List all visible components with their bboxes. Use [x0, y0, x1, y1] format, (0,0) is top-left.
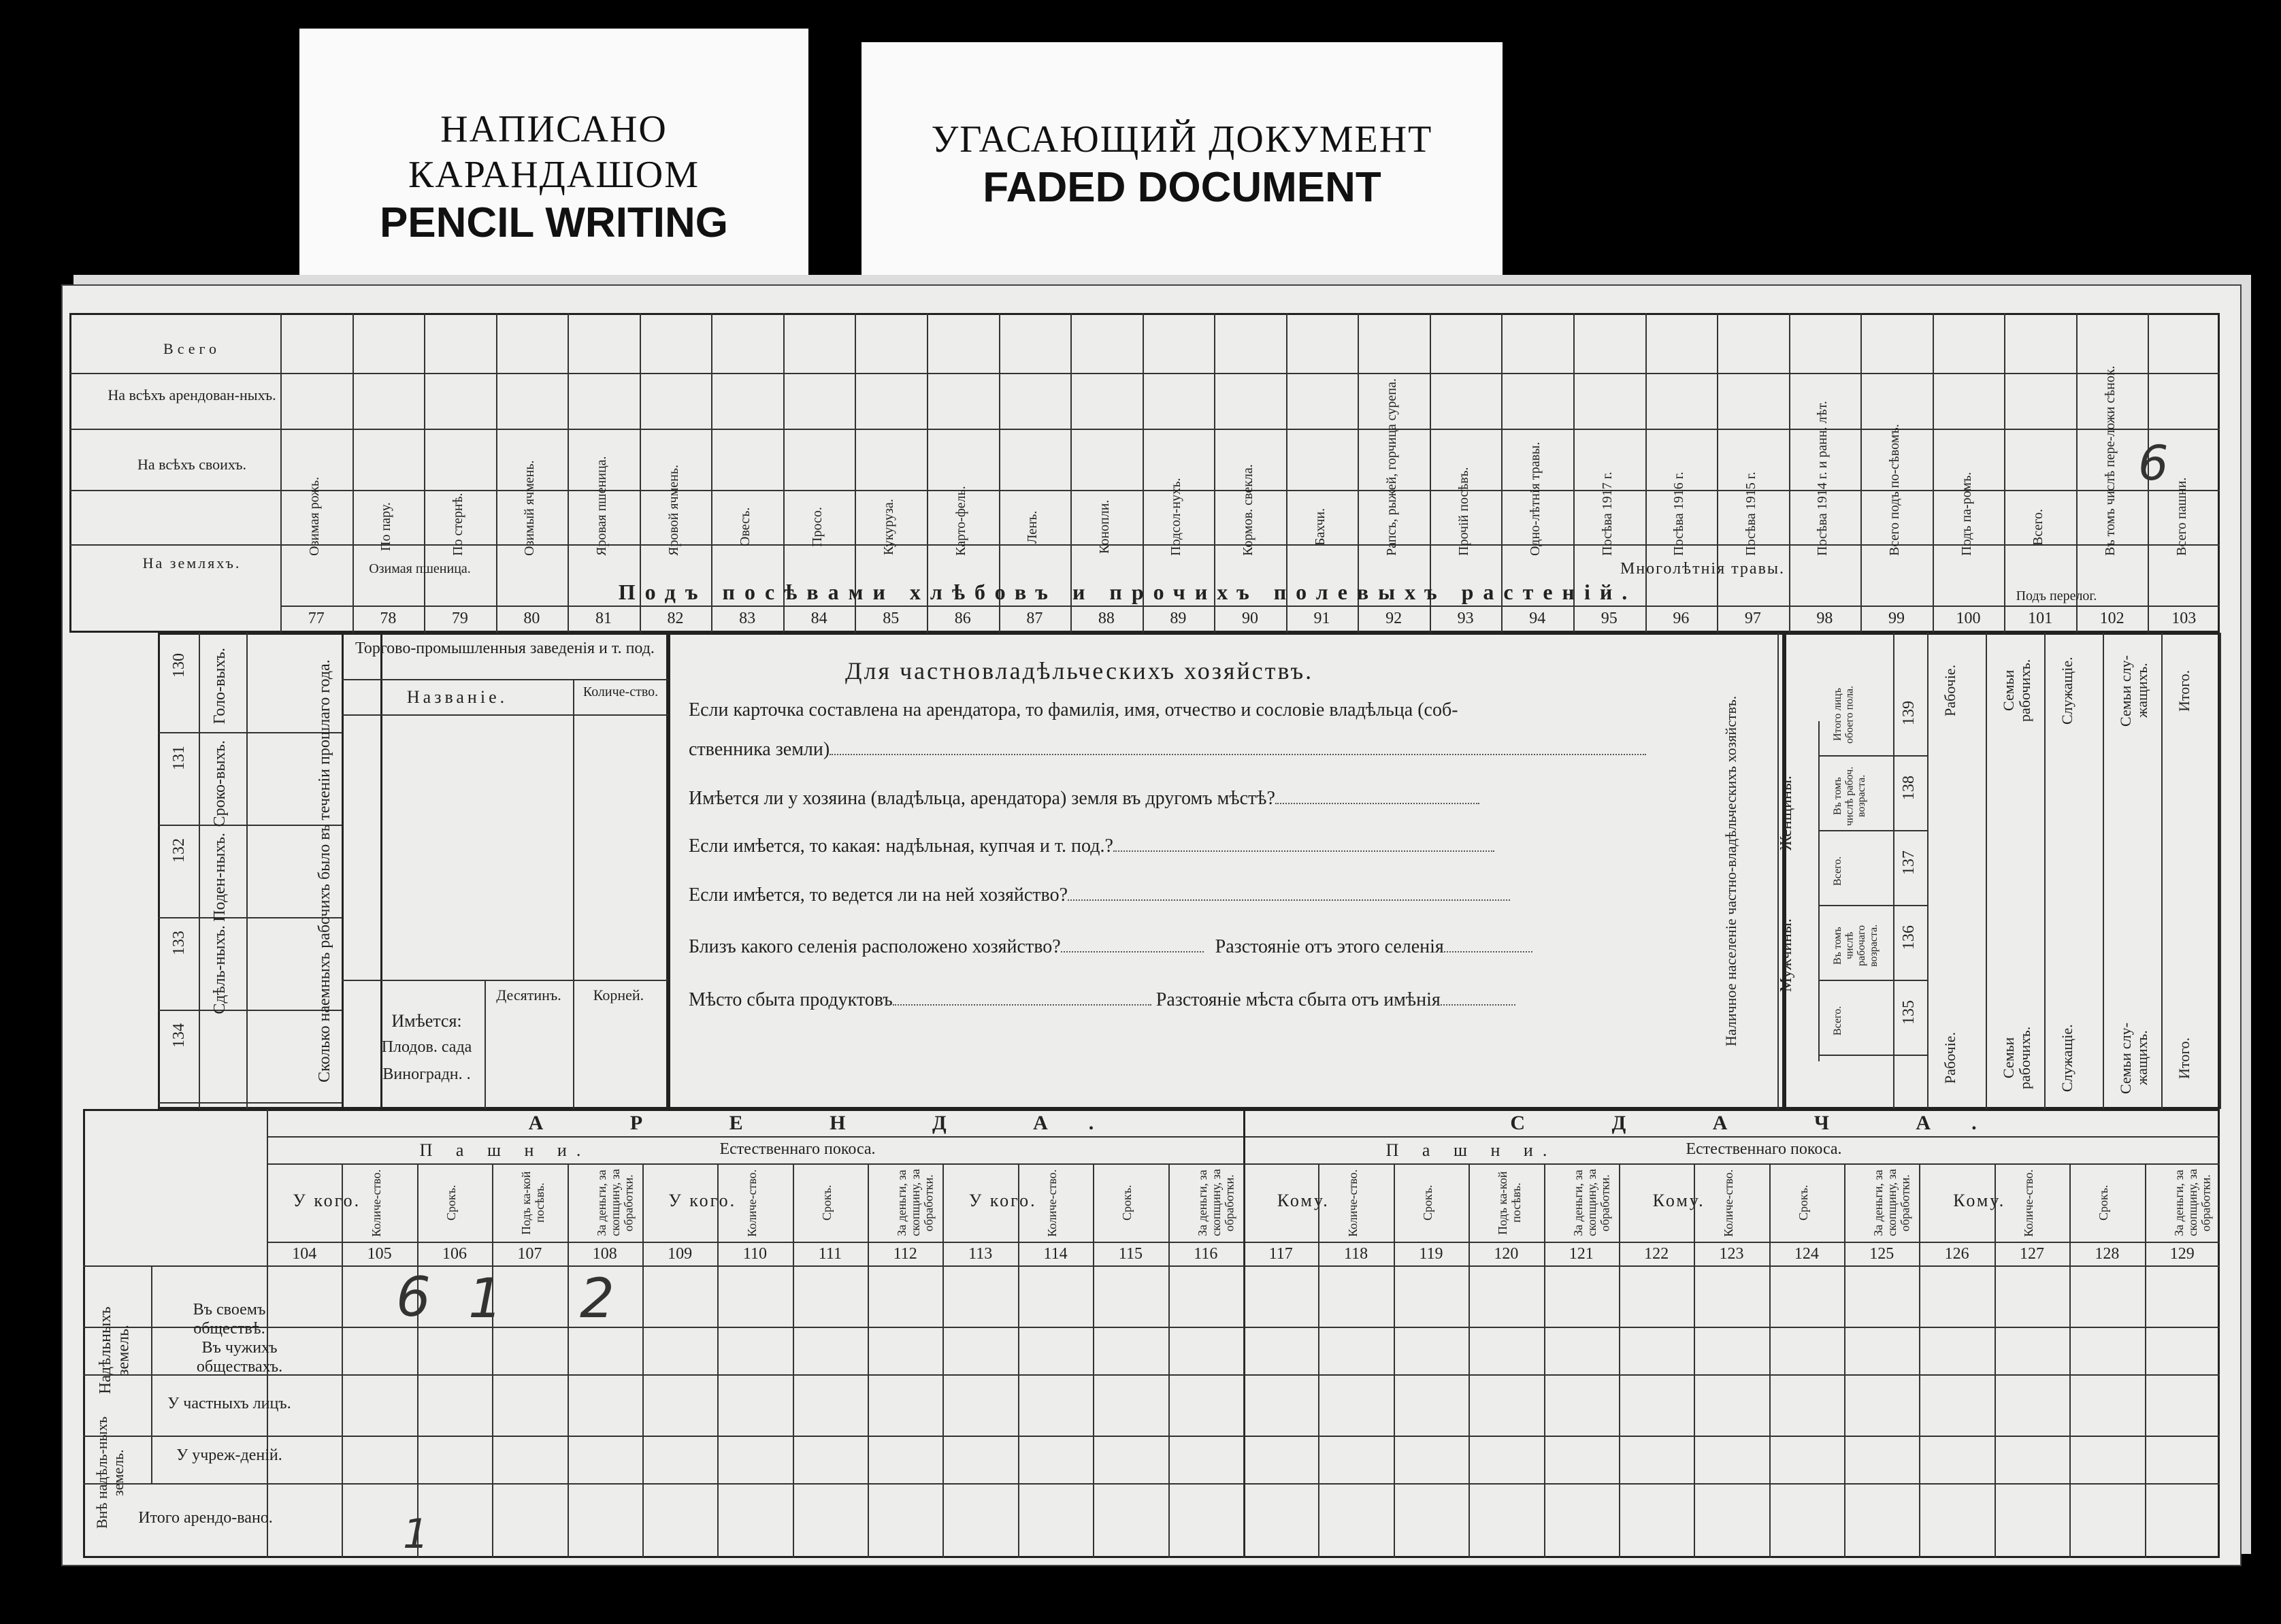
- bottom-col-line: [1619, 1163, 1620, 1558]
- top-col-num: 80: [523, 610, 540, 627]
- bottom-col-num: 108: [592, 1245, 617, 1263]
- bottom-col-line: [793, 1163, 794, 1558]
- trade-name-header: Названіе.: [406, 687, 508, 707]
- top-col-label: Конопли.: [1096, 499, 1112, 554]
- top-col-num: 98: [1816, 610, 1833, 627]
- top-col-label: Посѣва 1915 г.: [1743, 471, 1758, 556]
- form-q2: Имѣется ли у хозяина (владѣльца, арендатора) земля въ другомъ мѣстѣ?: [689, 788, 1479, 810]
- bottom-col-num: 123: [1719, 1245, 1744, 1263]
- bottom-col-line: [342, 1163, 343, 1558]
- bottom-col-line: [492, 1163, 493, 1558]
- top-col-num: 81: [595, 610, 612, 627]
- arenda-estestv: Естественнаго покоса.: [719, 1140, 876, 1158]
- pencil-en: PENCIL WRITING: [379, 199, 729, 247]
- pop-col-num: 138: [1900, 776, 1918, 800]
- bottom-col-line: [1694, 1163, 1695, 1558]
- trade-h2: [342, 714, 668, 716]
- bottom-col-label: У кого.: [293, 1191, 361, 1210]
- top-col-num: 101: [2028, 610, 2053, 627]
- top-col-label: По стернѣ.: [450, 493, 465, 556]
- pencil-ru-1: НАПИСАНО: [440, 108, 668, 150]
- top-col-num: 78: [380, 610, 397, 627]
- bottom-col-num: 112: [893, 1245, 917, 1263]
- pop-row-line: [1818, 980, 1927, 981]
- trade-h3: [342, 980, 668, 981]
- row-label-lands: На земляхъ.: [142, 554, 242, 571]
- top-col-num: 96: [1673, 610, 1690, 627]
- pop-divider: [1927, 633, 1929, 1109]
- trade-h1: [342, 679, 668, 680]
- faded-document-label: [861, 42, 1503, 287]
- bottom-col-line: [1544, 1163, 1545, 1558]
- top-col-label: По пару.: [378, 502, 394, 552]
- bottom-col-line: [717, 1163, 719, 1558]
- top-col-label: Ленъ.: [1025, 510, 1040, 544]
- bottom-col-label: У кого.: [968, 1191, 1037, 1210]
- staff-col-bottom: Семьи слу-жащихъ.: [2117, 1022, 2151, 1094]
- form-q1b: ственника земли): [689, 739, 1646, 761]
- top-col-label: Всего пашни.: [2174, 477, 2190, 556]
- bottom-col-line: [868, 1163, 869, 1558]
- hired-row-line: [158, 732, 342, 733]
- top-col-num: 85: [883, 610, 900, 627]
- hired-col-label: Сроко-выхъ.: [211, 740, 229, 827]
- bottom-col-num: 128: [2095, 1245, 2120, 1263]
- staff-col-bottom: Семьи рабочихъ.: [2000, 1026, 2034, 1090]
- pop-col-num: 139: [1900, 701, 1918, 725]
- hand-105: 6: [396, 1265, 431, 1329]
- hired-col-num: 132: [170, 838, 188, 863]
- hand-106: 1: [468, 1267, 503, 1330]
- top-col-label: Подъ па-ромъ.: [1958, 471, 1974, 556]
- top-col-label: Яровая пшеница.: [594, 456, 609, 556]
- hired-col-num: 133: [170, 931, 188, 955]
- bottom-col-num: 118: [1344, 1245, 1368, 1263]
- bottom-col-label: Подъ ка-кой посѣвъ.: [519, 1171, 547, 1235]
- hired-row-line: [158, 825, 342, 826]
- pop-divider: [1893, 633, 1894, 1109]
- hired-row-line: [158, 1010, 342, 1011]
- top-col-num: 86: [954, 610, 971, 627]
- faded-ru: УГАСАЮЩИЙ ДОКУМЕНТ: [931, 118, 1433, 161]
- bottom-col-label: За деньги, за скопщину, за обработки.: [594, 1169, 636, 1237]
- bottom-col-line: [1995, 1163, 1996, 1558]
- bottom-col-line: [1093, 1163, 1094, 1558]
- bottom-col-label: Количе-ство.: [744, 1169, 759, 1237]
- arenda-pashni: П а ш н и.: [419, 1140, 591, 1160]
- staff-col-line: [1986, 633, 1987, 1109]
- top-col-num: 89: [1170, 610, 1187, 627]
- top-col-num: 83: [739, 610, 756, 627]
- bottom-col-label: У кого.: [668, 1191, 737, 1210]
- staff-col-bottom: Служащіе.: [2058, 1024, 2075, 1092]
- top-col-num: 93: [1457, 610, 1474, 627]
- pop-row-line: [1818, 1055, 1927, 1056]
- hired-divider: [199, 633, 200, 1109]
- bottom-col-num: 107: [517, 1245, 542, 1263]
- hired-col-label: Голо-выхъ.: [211, 648, 229, 725]
- top-col-num: 102: [2099, 610, 2124, 627]
- trade-title: Торгово-промышленныя заведенія и т. под.: [355, 640, 655, 657]
- women-label: Женщины.: [1777, 776, 1795, 851]
- pencil-writing-label: [299, 29, 808, 288]
- row-other-society: Въ чужихъ обществахъ.: [196, 1339, 283, 1376]
- bottom-col-num: 116: [1194, 1245, 1218, 1263]
- bottom-col-num: 127: [2020, 1245, 2045, 1263]
- pencil-ru-2: КАРАНДАШОМ: [408, 154, 700, 197]
- bottom-col-label: Срокъ.: [1796, 1184, 1810, 1221]
- top-col-num: 94: [1529, 610, 1546, 627]
- nadel-group-label: Надѣльныхъ земель.: [97, 1306, 133, 1395]
- bottom-col-label: Срокъ.: [444, 1184, 458, 1221]
- bottom-col-label: Срокъ.: [1420, 1184, 1434, 1221]
- top-banner-line: [280, 606, 2220, 607]
- row-total-rented: Итого арендо-вано.: [138, 1509, 273, 1527]
- pop-col-label: Всего.: [1832, 856, 1843, 886]
- pop-col-num: 137: [1900, 850, 1918, 875]
- bottom-col-line: [1318, 1163, 1319, 1558]
- top-col-label: Рапсъ, рыжей, горчица сурепа.: [1384, 378, 1400, 556]
- bottom-col-num: 106: [442, 1245, 467, 1263]
- orchard-label: Плодов. сада: [381, 1038, 472, 1056]
- top-col-label: Всего подъ по-сѣвомъ.: [1887, 424, 1902, 556]
- hand-total: 1: [403, 1510, 429, 1558]
- bottom-col-label: За деньги, за скопщину, за обработки.: [1195, 1169, 1236, 1237]
- row-label-rented: На всѣхъ арендован-ныхъ.: [108, 386, 276, 403]
- hired-col-num: 134: [170, 1023, 188, 1048]
- bottom-row-line: [83, 1374, 2220, 1376]
- arenda-title: А Р Е Н Д А.: [528, 1112, 1135, 1134]
- hand-corner: 6: [2138, 435, 2169, 491]
- top-col-label: Посѣва 1917 г.: [1599, 471, 1615, 556]
- hired-col-label: Сдѣль-ныхъ.: [211, 925, 229, 1014]
- bottom-col-num: 113: [968, 1245, 993, 1263]
- row-own-society: Въ своемъ обществѣ.: [193, 1301, 266, 1338]
- top-col-num: 90: [1241, 610, 1258, 627]
- pop-row-line: [1818, 905, 1927, 906]
- bottom-col-line: [1769, 1163, 1771, 1558]
- top-col-label: Прочій посѣвъ.: [1456, 467, 1471, 556]
- top-col-label: Овесъ.: [738, 507, 753, 547]
- men-label: Мужчины.: [1777, 918, 1795, 993]
- top-col-label: Посѣва 1916 г.: [1671, 471, 1687, 556]
- pop-row-line: [1818, 830, 1927, 831]
- pop-col-num: 135: [1900, 1000, 1918, 1025]
- vineyard-label: Виноградн. .: [382, 1065, 471, 1083]
- top-col-num: 95: [1601, 610, 1618, 627]
- top-col-label: Озимая рожь.: [306, 476, 322, 556]
- staff-col-top: Итого.: [2176, 669, 2193, 712]
- top-col-label: Посѣва 1914 г. и ранн. лѣт.: [1815, 401, 1831, 556]
- pop-col-label: Въ томъ числѣ рабоч. возраста.: [1832, 766, 1868, 826]
- top-col-num: 88: [1098, 610, 1115, 627]
- bottom-col-label: За деньги, за скопщину, за обработки.: [895, 1169, 936, 1237]
- top-col-label: Просо.: [809, 507, 825, 547]
- sdacha-pashni: П а ш н и.: [1385, 1140, 1557, 1160]
- staff-col-top: Семьи рабочихъ.: [2000, 659, 2034, 723]
- group-mnogolet: Многолѣтнія травы.: [1620, 560, 1786, 578]
- pop-col-num: 136: [1900, 925, 1918, 950]
- bottom-col-line: [1168, 1163, 1170, 1558]
- top-col-label: Карто-фель.: [953, 486, 968, 556]
- bottom-col-label: Кому.: [1652, 1191, 1705, 1210]
- bottom-col-line: [1018, 1163, 1019, 1558]
- row-institutions: У учреж-деній.: [176, 1446, 282, 1464]
- bottom-col-num: 111: [818, 1245, 842, 1263]
- top-col-label: Всего.: [2031, 508, 2046, 546]
- census-card: [61, 284, 2242, 1566]
- staff-col-bottom: Рабочіе.: [1941, 1031, 1958, 1084]
- row-label-own: На всѣхъ своихъ.: [137, 456, 246, 473]
- staff-col-line: [2161, 633, 2163, 1109]
- top-col-label: Кукуруза.: [881, 499, 897, 555]
- top-col-num: 100: [1956, 610, 1981, 627]
- top-col-num: 79: [451, 610, 468, 627]
- bottom-col-label: За деньги, за скопщину, за обработки.: [1571, 1169, 1612, 1237]
- staff-col-line: [2220, 633, 2221, 1109]
- hired-col-num: 130: [170, 653, 188, 678]
- bottom-col-num: 110: [742, 1245, 768, 1263]
- top-col-label: Подсол-нухъ.: [1168, 478, 1184, 556]
- top-col-num: 82: [667, 610, 684, 627]
- bottom-col-label: Количе-ство.: [369, 1169, 383, 1237]
- bottom-col-num: 120: [1494, 1245, 1519, 1263]
- top-col-num: 84: [810, 610, 827, 627]
- bottom-col-num: 117: [1268, 1245, 1293, 1263]
- top-banner: Подъ посѣвами хлѣбовъ и прочихъ полевыхъ растеній.: [618, 580, 1637, 604]
- top-col-label: Бахчи.: [1312, 508, 1328, 546]
- hired-col-label: Поден-ныхъ.: [211, 833, 229, 922]
- top-col-num: 87: [1026, 610, 1043, 627]
- staff-col-top: Служащіе.: [2058, 657, 2075, 725]
- has-label: Имѣется:: [391, 1011, 462, 1031]
- sdacha-estestv: Естественнаго покоса.: [1686, 1140, 1842, 1158]
- bottom-group-divider: [151, 1265, 152, 1483]
- top-row-line: [69, 373, 2220, 374]
- bottom-col-num: 119: [1419, 1245, 1443, 1263]
- top-col-line: [2004, 313, 2005, 633]
- top-col-label: Озимый ячмень.: [522, 460, 538, 556]
- hired-workers-label: Сколько наемныхъ рабочихъ было въ теченіи прошлаго года.: [316, 659, 333, 1082]
- bottom-col-num: 129: [2169, 1245, 2195, 1263]
- staff-col-top: Рабочіе.: [1941, 664, 1958, 717]
- bottom-col-num: 124: [1794, 1245, 1819, 1263]
- bottom-col-num: 115: [1118, 1245, 1143, 1263]
- form-q4: Если имѣется, то ведется ли на ней хозяйство?: [689, 884, 1510, 906]
- bottom-col-line: [568, 1163, 569, 1558]
- top-col-num: 99: [1888, 610, 1905, 627]
- pop-col-label: Въ томъ числѣ рабочаго возраста.: [1832, 924, 1880, 967]
- bottom-col-num: 122: [1644, 1245, 1669, 1263]
- top-col-num: 91: [1313, 610, 1330, 627]
- staff-col-bottom: Итого.: [2176, 1037, 2193, 1079]
- bottom-col-num: 104: [292, 1245, 317, 1263]
- hired-row-line: [158, 1102, 342, 1104]
- staff-col-line: [2103, 633, 2104, 1109]
- top-col-num: 77: [308, 610, 325, 627]
- pop-row-line: [1818, 755, 1927, 757]
- bottom-col-line: [2069, 1163, 2071, 1558]
- top-col-num: 92: [1385, 610, 1402, 627]
- bottom-col-line: [642, 1163, 644, 1558]
- form-q1a: Если карточка составлена на арендатора, то фамилія, имя, отчество и сословіе владѣльца (соб-: [689, 699, 1458, 720]
- pop-divider: [1818, 721, 1820, 1061]
- bottom-col-line: [2145, 1163, 2146, 1558]
- bottom-col-label: Срокъ.: [1120, 1184, 1134, 1221]
- bottom-col-label: За деньги, за скопщину, за обработки.: [2171, 1169, 2213, 1237]
- bottom-col-num: 125: [1869, 1245, 1894, 1263]
- bottom-col-label: Количе-ство.: [1345, 1169, 1360, 1237]
- group-ozimaya: Озимая пшеница.: [369, 561, 471, 576]
- top-col-line: [2076, 313, 2078, 633]
- form-q5: Близъ какого селенія расположено хозяйство? Разстояніе отъ этого селенія: [689, 936, 1532, 958]
- pop-col-label: Всего.: [1832, 1006, 1843, 1035]
- bottom-row-line: [83, 1483, 2220, 1485]
- top-col-line: [1933, 313, 1934, 633]
- desyatin-header: Десятинъ.: [496, 987, 561, 1004]
- hand-108: 2: [580, 1267, 614, 1330]
- bottom-row-line: [83, 1436, 2220, 1437]
- top-col-label: Одно-лѣтнія травы.: [1528, 442, 1543, 556]
- bottom-col-num: 126: [1944, 1245, 1969, 1263]
- sdacha-title: С Д А Ч А.: [1510, 1112, 2018, 1134]
- top-col-label: Въ томъ числѣ пере-ложи сѣнок.: [2102, 365, 2118, 556]
- bottom-col-line: [1844, 1163, 1845, 1558]
- form-q6: Мѣсто сбыта продуктовъ Разстояніе мѣста сбыта отъ имѣнія: [689, 989, 1515, 1011]
- bottom-col-line: [1243, 1163, 1245, 1558]
- bottom-col-num: 109: [668, 1245, 693, 1263]
- vne-group-label: Внѣ надѣль-ныхъ земель.: [93, 1416, 127, 1529]
- has-divider: [485, 980, 486, 1109]
- pop-divider: [1777, 633, 1779, 1109]
- top-col-label: Кормов. свекла.: [1241, 464, 1256, 556]
- trade-qty-header: Количе-ство.: [582, 684, 659, 699]
- bottom-col-label: Количе-ство.: [2022, 1169, 2036, 1237]
- group-perelog: Подъ перелог.: [2016, 589, 2097, 603]
- bottom-col-label: Кому.: [1277, 1191, 1330, 1210]
- pop-total-both: Итого лицъ обоего пола.: [1832, 685, 1856, 744]
- bottom-col-line: [1919, 1163, 1920, 1558]
- bottom-col-label: Количе-ство.: [1721, 1169, 1735, 1237]
- row-private: У частныхъ лицъ.: [167, 1395, 291, 1412]
- bottom-col-line: [942, 1163, 944, 1558]
- top-col-num: 103: [2171, 610, 2197, 627]
- roots-header: Корней.: [593, 987, 644, 1004]
- top-col-num: 97: [1744, 610, 1761, 627]
- bottom-col-line: [417, 1163, 419, 1558]
- form-title: Для частновладѣльческихъ хозяйствъ.: [845, 657, 1314, 684]
- bottom-col-line: [1394, 1163, 1395, 1558]
- hired-divider: [246, 633, 248, 1109]
- bottom-col-num: 121: [1569, 1245, 1594, 1263]
- row-label-total: Всего: [163, 340, 220, 357]
- staff-col-line: [2044, 633, 2046, 1109]
- faded-en: FADED DOCUMENT: [983, 164, 1381, 212]
- bottom-col-label: Срокъ.: [819, 1184, 834, 1221]
- staff-col-top: Семьи слу-жащихъ.: [2117, 654, 2151, 727]
- bottom-col-line: [1468, 1163, 1470, 1558]
- bottom-col-label: Подъ ка-кой посѣвъ.: [1496, 1171, 1524, 1235]
- bottom-col-num: 105: [367, 1245, 392, 1263]
- bottom-col-label: Количе-ство.: [1045, 1169, 1060, 1237]
- bottom-col-num: 114: [1043, 1245, 1068, 1263]
- bottom-col-label: За деньги, за скопщину, за обработки.: [1871, 1169, 1912, 1237]
- bottom-col-label: Срокъ.: [2097, 1184, 2111, 1221]
- hired-row-line: [158, 917, 342, 918]
- top-col-label: Яровой ячмень.: [666, 465, 681, 556]
- hired-col-num: 131: [170, 746, 188, 770]
- form-q3: Если имѣется, то какая: надѣльная, купчая и т. под.?: [689, 835, 1494, 857]
- population-label: Наличное населеніе частно-владѣльческихъ хозяйствъ.: [1722, 695, 1739, 1046]
- trade-divider: [573, 679, 574, 1109]
- bottom-col-label: Кому.: [1953, 1191, 2006, 1210]
